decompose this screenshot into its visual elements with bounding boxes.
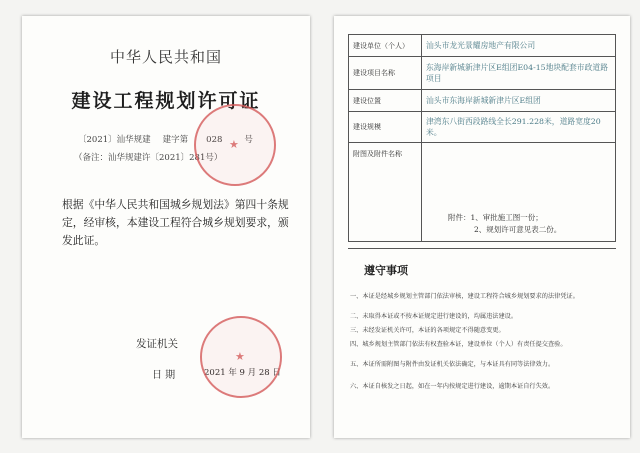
table-row — [349, 35, 616, 57]
number-mid: 建字第 — [162, 135, 189, 145]
certificate-front-page — [22, 16, 310, 438]
number-suffix: 号 — [244, 135, 253, 145]
row-value: 东海岸新城新津片区E组团E04-15地块配套市政道路项目 — [422, 57, 616, 90]
date-label: 日 期 — [152, 370, 176, 381]
number-prefix: 〔2021〕汕华规建 — [78, 135, 151, 145]
country-name: 中华人民共和国 — [109, 48, 222, 66]
row-value: 汕头市龙光景耀房地产有限公司 — [422, 35, 616, 57]
rule-item: 六、本证自核发之日起，如在一年内按规定进行建设，逾期本证自行失效。 — [350, 383, 555, 390]
project-info-table — [348, 34, 616, 242]
row-label: 建设单位（个人） — [349, 35, 422, 57]
row-label: 建设位置 — [349, 90, 422, 112]
rule-item: 二、未取得本证或不按本证规定进行建设的，均属违法建设。 — [350, 313, 518, 320]
table-row — [349, 90, 616, 112]
section-divider — [348, 248, 616, 249]
row-label: 建设项目名称 — [349, 57, 422, 90]
rule-item: 一、本证是经城乡规划主管部门依法审核，建设工程符合城乡规划要求的法律凭证。 — [350, 293, 579, 300]
row-value: 汕头市东海岸新城新津片区E组团 — [422, 90, 616, 112]
table-row — [349, 57, 616, 90]
certificate-details-page — [334, 16, 630, 438]
certificate-body-text: 根据《中华人民共和国城乡规划法》第四十条规定，经审核，本建设工程符合城乡规划要求，颁发此证。 — [62, 198, 289, 247]
rules-title: 遵守事项 — [364, 264, 408, 277]
table-row — [349, 112, 616, 143]
rule-item: 四、城乡规划主管部门依法有权查验本证，建设单位（个人）有责任提交查验。 — [350, 341, 567, 348]
issuer-label: 发证机关 — [136, 338, 178, 350]
row-value: 津湾东八街西段路线全长291.228米，道路宽度20米。 — [422, 112, 616, 143]
official-seal-bottom: ★ — [200, 316, 282, 398]
number-value: 028 — [206, 135, 223, 145]
rule-item: 五、本证所需附图与附件由发证机关依法确定，与本证具有同等法律效力。 — [350, 361, 555, 368]
attachment-1: 附件：1、审批施工图一份； — [448, 213, 543, 222]
issue-date: 2021 年 9 月 28 日 — [204, 368, 281, 378]
attachment-2: 2、规划许可意见表二份。 — [474, 225, 562, 234]
official-seal-top: ★ — [194, 104, 276, 186]
row-label: 附图及附件名称 — [349, 143, 422, 242]
record-note: （备注：汕华规建许〔2021〕281号） — [74, 153, 223, 163]
row-label: 建设规模 — [349, 112, 422, 143]
rule-item: 三、未经发证机关许可，本证的各项规定不得随意变更。 — [350, 327, 505, 334]
certificate-title: 建设工程规划许可证 — [71, 90, 261, 112]
